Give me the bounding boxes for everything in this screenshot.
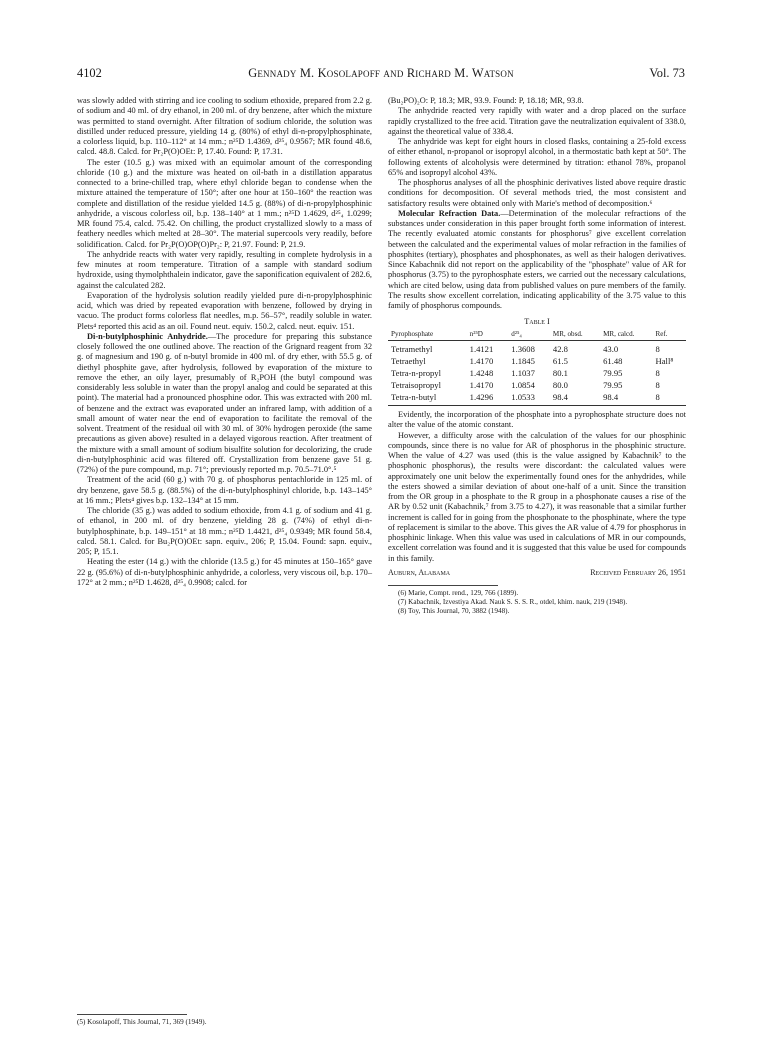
paragraph: However, a difficulty arose with the calculation of the values for our phosphinic compounds, since there is no value for AR of phosphorus in the phosphinic structure. When the value of 4.27 was used (this is the value assigned by Kabachnik⁷ to the phosphonic phosphorus), the results were discordant: the calculated values were approximately one unit below the experimentally found ones for the anhydrides, while the esters showed a similar deviation of about one-half of a unit. Since the transition from the OR group in a phosphate to the R group in a phosphonate causes a rise of the AR by 0.52 unit (Kabachnik,⁷ from 3.75 to 4.27), it was reasonable that a similar further increment is called for in going from the phosphonate to the phosphinate, where the type of replacement is similar to the above. This gives the AR value of 4.79 for phosphorus in phosphinic linkage. When this value was used in calculations of MR in our compounds, excellent correlation was found and it is suggested that this value be used for compounds in this family. <box>388 430 686 563</box>
paragraph: Treatment of the acid (60 g.) with 70 g. of phosphorus pentachloride in 125 ml. of dry benzene, gave 58.5 g. (88.5%) of the di-n-butylphosphinyl chloride, b.p. 143–145° at 16 mm.; Plets⁴ gives b.p. 132–134° at 15 mm. <box>77 475 372 505</box>
table-cell: Tetramethyl <box>391 344 433 354</box>
table-cell: 1.4121 <box>469 344 494 354</box>
column-header: MR, obsd. <box>550 330 600 341</box>
table-cell: 1.4170 <box>469 380 494 390</box>
column-header: Pyrophosphate <box>388 330 467 341</box>
column-header: d²⁵₄ <box>508 330 550 341</box>
table-row <box>388 391 686 403</box>
table-cell: 1.4170 <box>469 356 494 366</box>
page-number: 4102 <box>77 66 102 80</box>
paragraph-text: —Determination of the molecular refractions of the substances under consideration in this paper brought forth some information of interest. The recently evaluated atomic constants for phosphorus⁷ give excellent correlation between the calculated and the experimental values of molar refraction in the families of phosphites (tertiary), phosphates and phosphonates, as well as their halogen derivatives. Since Kabachnik did not report on the applicability of the "phosphate" value of AR for phosphorus (3.75) to the pyrophosphate esters, we carried out the necessary calculations, which are cited below, using data from published values on pure members of the family. The results show excellent correlation, indicating applicability of the 3.75 value to this family of phosphorus compounds. <box>388 208 687 310</box>
location: Auburn, Alabama <box>388 567 451 577</box>
footnote: (8) Toy, This Journal, 70, 3882 (1948). <box>398 607 510 615</box>
footnote: (5) Kosolapoff, This Journal, 71, 369 (1949). <box>77 1018 207 1026</box>
volume-label: Vol. 73 <box>649 66 685 80</box>
table-cell: 1.4248 <box>469 368 494 378</box>
pyrophosphate-table <box>388 330 686 404</box>
table-cell: 8 <box>655 368 660 378</box>
received-date: Received February 26, 1951 <box>590 567 686 577</box>
paragraph: The ester (10.5 g.) was mixed with an equimolar amount of the corresponding chloride (10 g.) and the mixture was heated on oil-bath in a distillation apparatus connected to a brine-chilled trap, where ethyl chloride began to condense when the mixture attained the temperature of 150°; after one hour at 150–160° the reaction was complete and distillation of the residue yielded 14.5 g. (88%) of di-n-propylphosphinic anhydride, a viscous colorless oil, b.p. 138–140° at 1 mm.; n²⁵D 1.4629, d²⁵₄ 1.0299; MR found 75.4, calcd. 75.42. On chilling, the product crystallized slowly to a mass of feathery needles which melted at 28–30°. The material supercools very readily, before solidification. Calcd. for Pr₂P(O)OP(O)Pr₂: P, 21.97. Found: P, 21.9. <box>77 157 372 249</box>
column-header: Ref. <box>653 330 686 341</box>
paragraph: The anhydride was kept for eight hours in closed flasks, containing a 25-fold excess of either ethanol, n-propanol or isopropyl alcohol, in a thermostatic bath kept at 50°. The following extents of alcoholysis were determined by titration: ethanol 78%, propanol 65% and isopropyl alcohol 43%. <box>388 137 686 177</box>
table-cell: Tetraisopropyl <box>391 380 441 390</box>
table-cell: 1.1037 <box>511 368 535 378</box>
running-header <box>77 66 685 82</box>
footnote-divider <box>388 585 498 586</box>
table-cell: Tetra-n-propyl <box>391 368 441 378</box>
table-cell: 1.0854 <box>511 380 535 390</box>
paragraph: The anhydride reacted very rapidly with water and a drop placed on the surface rapidly crystallized to the free acid. Titration gave the neutralization equivalent of 338.0, against the theoretical value of 338.4. <box>388 106 686 136</box>
table-cell: 80.0 <box>552 380 568 390</box>
right-column <box>388 96 686 616</box>
table-cell: 8 <box>655 392 660 402</box>
table-row <box>388 355 686 367</box>
table-row <box>388 341 686 356</box>
table-row <box>388 379 686 391</box>
table-cell: 8 <box>655 344 660 354</box>
table-cell: 79.95 <box>603 380 623 390</box>
section-heading-molecular-refraction: Molecular Refraction Data. <box>398 208 501 218</box>
paragraph: Evaporation of the hydrolysis solution readily yielded pure di-n-propylphosphinic acid, which was dried by repeated evaporation with benzene, followed by drying in vacuo. The product forms colorless flat needles, m.p. 56–57°, readily soluble in water. Plets⁴ reported this acid as an oil. Found neut. equiv. 150.2, calcd. neut. equiv. 151. <box>77 290 372 331</box>
table-cell: Hall⁸ <box>655 356 674 366</box>
table-cell: 1.0533 <box>511 392 535 402</box>
footnote: (7) Kabachnik, Izvestiya Akad. Nauk S. S. S. R., otdel, khim. nauk, 219 (1948). <box>398 598 628 606</box>
footnote-divider <box>77 1014 187 1015</box>
header-authors: Gennady M. Kosolapoff and Richard M. Watson <box>248 66 514 80</box>
column-header: MR, calcd. <box>600 330 652 341</box>
table-cell: 80.1 <box>552 368 568 378</box>
paragraph: was slowly added with stirring and ice cooling to sodium ethoxide, prepared from 2.2 g. of sodium and 40 ml. of dry ethanol, in 200 ml. of dry benzene, after which the mixture was permitted to stand overnight. After filtration of sodium chloride, the solution was distilled under reduced pressure, yielding 14 g. (80%) of ethyl di-n-propylphosphinate, a colorless liquid, b.p. 110–112° at 14 mm.; n²⁵D 1.4369, d²⁵₄ 0.9567; MR found 48.6, calcd. 48.8. Calcd. for Pr₂P(O)OEt: P, 17.40. Found: P, 17.31. <box>77 96 372 157</box>
paragraph: Heating the ester (14 g.) with the chloride (13.5 g.) for 45 minutes at 150–165° gave 22 g. (95.6%) of di-n-butylphosphinic anhydride, a colorless, very viscous oil, b.p. 170–172° at 2 mm.; n²⁵D 1.4628, d²⁵₄ 0.9908; calcd. for <box>77 557 372 587</box>
table-cell: Tetra-n-butyl <box>391 392 437 402</box>
table-cell: 8 <box>655 380 660 390</box>
table-caption: Table I <box>524 317 550 327</box>
table-cell: 61.5 <box>552 356 568 366</box>
paragraph: The phosphorus analyses of all the phosphinic derivatives listed above require drastic conditions for decomposition. Of several methods tried, the most consistent and satisfactory results were obtained only with Marie's method of decomposition.⁶ <box>388 178 686 208</box>
section-heading-dibutyl: Di-n-butylphosphinic Anhydride. <box>87 331 208 341</box>
table-row <box>388 367 686 379</box>
table-cell: 1.4296 <box>469 392 494 402</box>
left-column <box>77 96 372 588</box>
paragraph-text: —The procedure for preparing this substance closely followed the one outlined above. The reaction of the Grignard reagent from 32 g. of magnesium and 190 g. of n-butyl bromide in 400 ml. of dry ether, with 55.5 g. of diethyl phosphite gave, after hydrolysis, followed by evaporation of the mixture to remove the ether, an oily layer, presumably of R₂POH (the butyl compound was considerably less soluble in water than the propyl analog and could be separated at this point). The material had a pronounced phosphine odor. This was extracted with 200 ml. of benzene and the extract was evaporated under an infrared lamp, with addition of a small amount of water near the end of evaporation to facilitate the removal of the solvent. Treatment of the residual oil with 30 ml. of 30% hydrogen peroxide (the same precautions as given above) resulted in a delayed vigorous reaction. After treatment of the mixture with a small amount of sodium bisulfite solution for decolorizing, the crude di-n-butylphosphinic acid was filtered off. Crystallization from benzene gave 51 g. (72%) of the pure compound, m.p. 71°; previously reported m.p. 70.5–71.0°.⁵ <box>77 331 372 474</box>
table-cell: 1.3608 <box>511 344 535 354</box>
table-1 <box>388 317 686 406</box>
section-paragraph <box>388 209 686 312</box>
table-cell: 61.48 <box>603 356 623 366</box>
paragraph: The chloride (35 g.) was added to sodium ethoxide, from 4.1 g. of sodium and 41 g. of ethanol, in 200 ml. of dry benzene, yielding 28 g. (74%) of ethyl di-n-butylphosphinate, b.p. 149–151° at 18 mm.; n²⁵D 1.4421, d²⁵₄ 0.9349; MR found 58.4, calcd. 58.1. Calcd. for Bu₂P(O)OEt: sapn. equiv., 206; P, 15.04. Found: sapn. equiv., 205; P, 15.1. <box>77 506 372 556</box>
table-header-row <box>388 330 686 341</box>
left-footnotes <box>77 1014 372 1027</box>
table-bottom-rule <box>388 405 686 406</box>
table-cell: 98.4 <box>552 392 568 402</box>
table-cell: 43.0 <box>603 344 619 354</box>
paragraph: Evidently, the incorporation of the phosphate into a pyrophosphate structure does not alter the value of the atomic constant. <box>388 410 686 430</box>
paragraph: (Bu₂PO)₂O: P, 18.3; MR, 93.9. Found: P, 18.18; MR, 93.8. <box>388 96 584 105</box>
affiliation-line <box>388 568 686 578</box>
footnote: (6) Marie, Compt. rend., 129, 766 (1899). <box>398 589 519 597</box>
table-cell: 1.1845 <box>511 356 535 366</box>
table-cell: 42.8 <box>552 344 568 354</box>
section-paragraph <box>77 332 372 476</box>
table-cell: 98.4 <box>603 392 619 402</box>
paragraph: The anhydride reacts with water very rapidly, resulting in complete hydrolysis in a few minutes at room temperature. Titration of a sample with standard sodium hydroxide, using thymolphthalein indicator, gave the saponification equivalent of 282.6, against the calculated 282. <box>77 249 372 290</box>
column-header: n²⁵D <box>467 330 509 341</box>
table-cell: 79.95 <box>603 368 623 378</box>
table-cell: Tetraethyl <box>391 356 426 366</box>
